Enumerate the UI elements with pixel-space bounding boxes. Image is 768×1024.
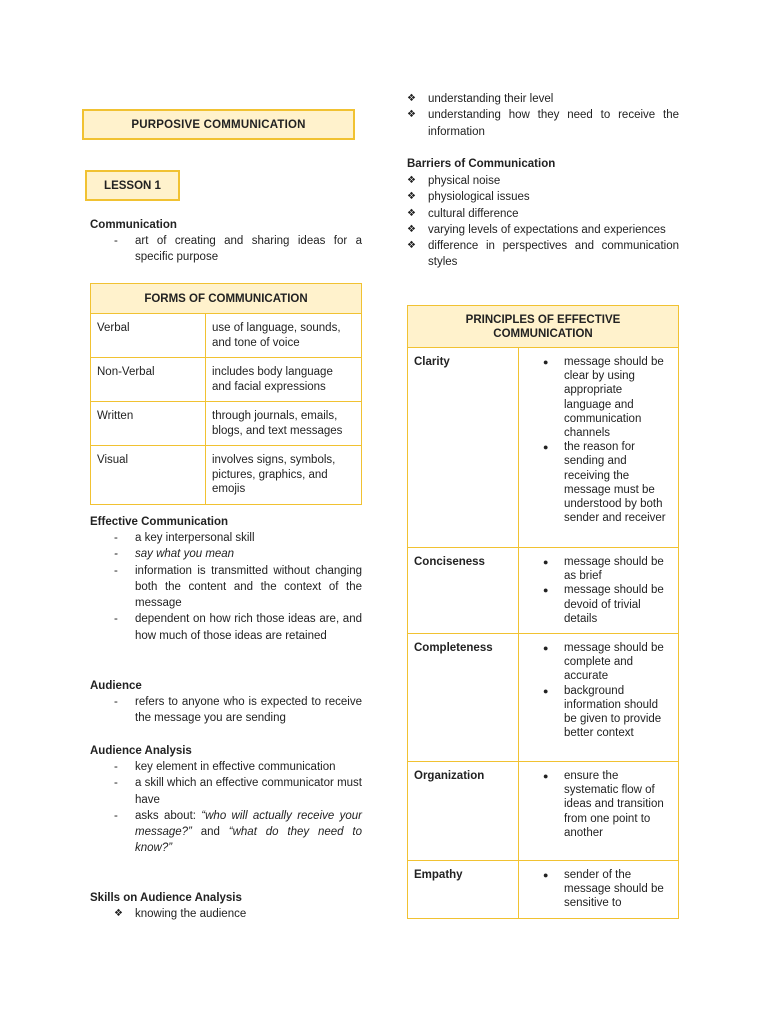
barriers-list	[383, 173, 679, 271]
table-header: FORMS OF COMMUNICATION	[91, 284, 362, 314]
skills-continued	[383, 91, 679, 140]
list-item: - information is transmitted without changing both the content and the context of the message	[90, 563, 362, 612]
table-row	[408, 634, 679, 762]
list-item: ● ensure the systematic flow of ideas and transition from one point to another	[519, 769, 672, 840]
effective-communication-heading: Effective Communication	[90, 516, 229, 528]
asks-and: and	[191, 826, 229, 839]
communication-heading: Communication	[90, 219, 177, 231]
list-item: ● sender of the message should be sensitive to	[519, 868, 672, 911]
principle-points	[519, 548, 679, 634]
list-item: ❖ understanding their level	[383, 91, 679, 107]
principle-points	[519, 861, 679, 919]
list-item: ❖ physiological issues	[383, 189, 679, 205]
list-item: ❖ physical noise	[383, 173, 679, 189]
principle-points	[519, 634, 679, 762]
form-name: Non-Verbal	[91, 358, 206, 402]
audience-list	[90, 694, 362, 727]
list-item	[90, 808, 362, 857]
list-item: ❖ varying levels of expectations and experiences	[383, 222, 679, 238]
page-title: PURPOSIVE COMMUNICATION	[82, 109, 355, 140]
table-row	[91, 446, 362, 505]
communication-list	[90, 233, 362, 266]
asks-question-1: “who will actually receive your message?”	[135, 809, 362, 839]
list-item: - a skill which an effective communicator must have	[90, 775, 362, 808]
form-desc: use of language, sounds, and tone of voice	[206, 314, 362, 358]
table-row	[408, 762, 679, 861]
skills-heading: Skills on Audience Analysis	[90, 892, 242, 904]
list-item: - art of creating and sharing ideas for a specific purpose	[90, 233, 362, 266]
principle-name: Organization	[408, 762, 519, 861]
skills-list-part-1	[90, 906, 362, 922]
principles-of-effective-communication-table	[407, 305, 679, 919]
effective-communication-list	[90, 530, 362, 644]
list-item: ● message should be devoid of trivial details	[519, 583, 672, 626]
table-row	[91, 402, 362, 446]
form-name: Visual	[91, 446, 206, 505]
communication-section	[90, 217, 362, 266]
form-desc: includes body language and facial expressions	[206, 358, 362, 402]
form-desc: involves signs, symbols, pictures, graphics, and emojis	[206, 446, 362, 505]
principle-name: Completeness	[408, 634, 519, 762]
barriers-list-wrap	[383, 173, 679, 271]
lesson-label: LESSON 1	[85, 170, 180, 201]
list-item: ❖ difference in perspectives and communication styles	[383, 238, 679, 271]
barriers-heading: Barriers of Communication	[407, 158, 556, 170]
list-item: ❖ cultural difference	[383, 206, 679, 222]
list-item: - say what you mean	[90, 546, 362, 562]
list-item: ❖ knowing the audience	[90, 906, 362, 922]
form-name: Written	[91, 402, 206, 446]
asks-question-2: “what do they need to know?”	[135, 826, 362, 855]
list-item: - dependent on how rich those ideas are, and how much of those ideas are retained	[90, 611, 362, 644]
skills-section	[90, 890, 362, 922]
effective-communication-section	[90, 514, 362, 644]
table-row	[91, 314, 362, 358]
list-item: ● message should be as brief	[519, 555, 672, 583]
list-item: ● background information should be given to provide better context	[519, 684, 672, 741]
principle-name: Conciseness	[408, 548, 519, 634]
asks-prefix: asks about:	[135, 809, 202, 822]
table-row	[408, 548, 679, 634]
form-name: Verbal	[91, 314, 206, 358]
table-row	[408, 861, 679, 919]
skills-list-part-2	[383, 91, 679, 140]
list-item: - a key interpersonal skill	[90, 530, 362, 546]
principle-name: Clarity	[408, 348, 519, 548]
audience-analysis-list	[90, 759, 362, 857]
principle-points	[519, 762, 679, 861]
list-item: ● the reason for sending and receiving the message must be understood by both sender and receiver	[519, 440, 672, 525]
list-item: - key element in effective communication	[90, 759, 362, 775]
list-item: - refers to anyone who is expected to receive the message you are sending	[90, 694, 362, 727]
list-item: ● message should be clear by using appropriate language and communication channels	[519, 355, 672, 440]
principle-points	[519, 348, 679, 548]
barriers-section	[407, 156, 679, 172]
audience-heading: Audience	[90, 680, 142, 692]
table-header: PRINCIPLES OF EFFECTIVE COMMUNICATION	[408, 306, 679, 348]
form-desc: through journals, emails, blogs, and text messages	[206, 402, 362, 446]
forms-of-communication-table	[90, 283, 362, 505]
list-item: ● message should be complete and accurate	[519, 641, 672, 684]
principle-name: Empathy	[408, 861, 519, 919]
table-row	[91, 358, 362, 402]
audience-analysis-section	[90, 743, 362, 857]
audience-section	[90, 678, 362, 727]
audience-analysis-heading: Audience Analysis	[90, 745, 192, 757]
table-row	[408, 348, 679, 548]
list-item: ❖ understanding how they need to receive the information	[383, 107, 679, 140]
